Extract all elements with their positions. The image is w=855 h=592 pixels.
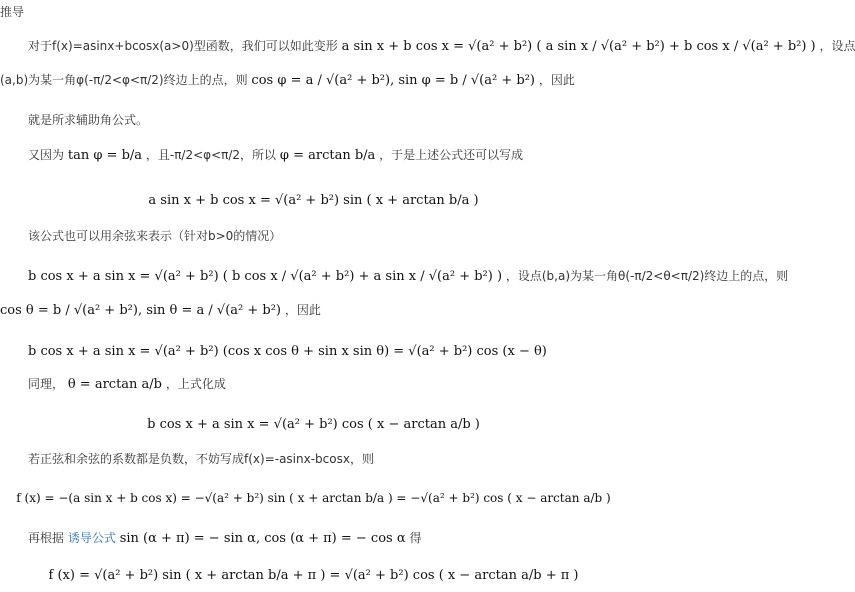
- text-line-3: 就是所求辅助角公式。: [28, 113, 149, 127]
- text-line-2: [0, 72, 627, 89]
- text: ，上式化成: [165, 377, 226, 391]
- heading: 推导: [0, 5, 25, 19]
- text: ，于是上述公式还可以写成: [379, 148, 524, 162]
- text: 同理，: [28, 377, 65, 391]
- math-formula: a sin x + b cos x = √(a² + b²) ( a sin x / √(a² + b²) + b cos x / √(a² + b²) ): [341, 39, 816, 54]
- text-line-1: [28, 38, 855, 55]
- text-line-7: [28, 268, 789, 285]
- math-formula: a sin x + b cos x = √(a² + b²) sin ( x + arctan b/a ): [148, 193, 479, 208]
- text: ，设点: [819, 39, 855, 53]
- math-formula: f (x) = √(a² + b²) sin ( x + arctan b/a + π ) = √(a² + b²) cos ( x − arctan a/b + π ): [48, 568, 579, 583]
- math-formula: φ = arctan b/a: [279, 148, 376, 163]
- formula-line-15: [0, 567, 627, 584]
- math-formula: cos θ = b / √(a² + b²), sin θ = a / √(a² + b²): [0, 303, 281, 318]
- math-formula: b cos x + a sin x = √(a² + b²) cos ( x − arctan a/b ): [147, 417, 480, 432]
- text: 再根据: [28, 531, 65, 545]
- formula-line-5: [0, 192, 627, 209]
- text: (a,b)为某一角φ(-π/2<φ<π/2)终边上的点，则: [0, 73, 248, 87]
- text: ，且-π/2<φ<π/2，所以: [145, 148, 277, 162]
- math-formula: f (x) = −(a sin x + b cos x) = −√(a² + b²) sin ( x + arctan b/a ) = −√(a² + b²) cos ( x − arctan a/b ): [16, 491, 611, 505]
- text-line-14: [28, 530, 627, 547]
- text: 又因为: [28, 148, 65, 162]
- math-formula: cos φ = a / √(a² + b²), sin φ = b / √(a² + b²): [251, 73, 535, 88]
- text: ，设点(b,a)为某一角θ(-π/2<θ<π/2)终边上的点，则: [505, 269, 789, 283]
- text: ，因此: [538, 73, 575, 87]
- text-line-10: [28, 376, 627, 393]
- text: 得: [409, 531, 422, 545]
- math-formula: b cos x + a sin x = √(a² + b²) (cos x cos θ + sin x sin θ) = √(a² + b²) cos (x − θ): [28, 344, 547, 359]
- formula-line-11: [0, 416, 627, 433]
- formula-line-13: [0, 490, 627, 506]
- text-line-8: [0, 302, 627, 319]
- text-line-4: [28, 147, 627, 164]
- math-formula: tan φ = b/a: [67, 148, 143, 163]
- text: 对于f(x)=asinx+bcosx(a>0)型函数，我们可以如此变形: [28, 39, 338, 53]
- math-formula: b cos x + a sin x = √(a² + b²) ( b cos x / √(a² + b²) + a sin x / √(a² + b²) ): [28, 269, 503, 284]
- text-line-6: 该公式也可以用余弦来表示（针对b>0的情况）: [28, 229, 282, 243]
- induction-formula-link[interactable]: 诱导公式: [67, 531, 116, 545]
- math-formula: sin (α + π) = − sin α, cos (α + π) = − cos α: [119, 531, 406, 546]
- formula-line-9: [28, 343, 627, 360]
- math-formula: θ = arctan a/b: [67, 377, 163, 392]
- text: ，因此: [284, 303, 321, 317]
- text-line-12: 若正弦和余弦的系数都是负数，不妨写成f(x)=-asinx-bcosx，则: [28, 452, 374, 466]
